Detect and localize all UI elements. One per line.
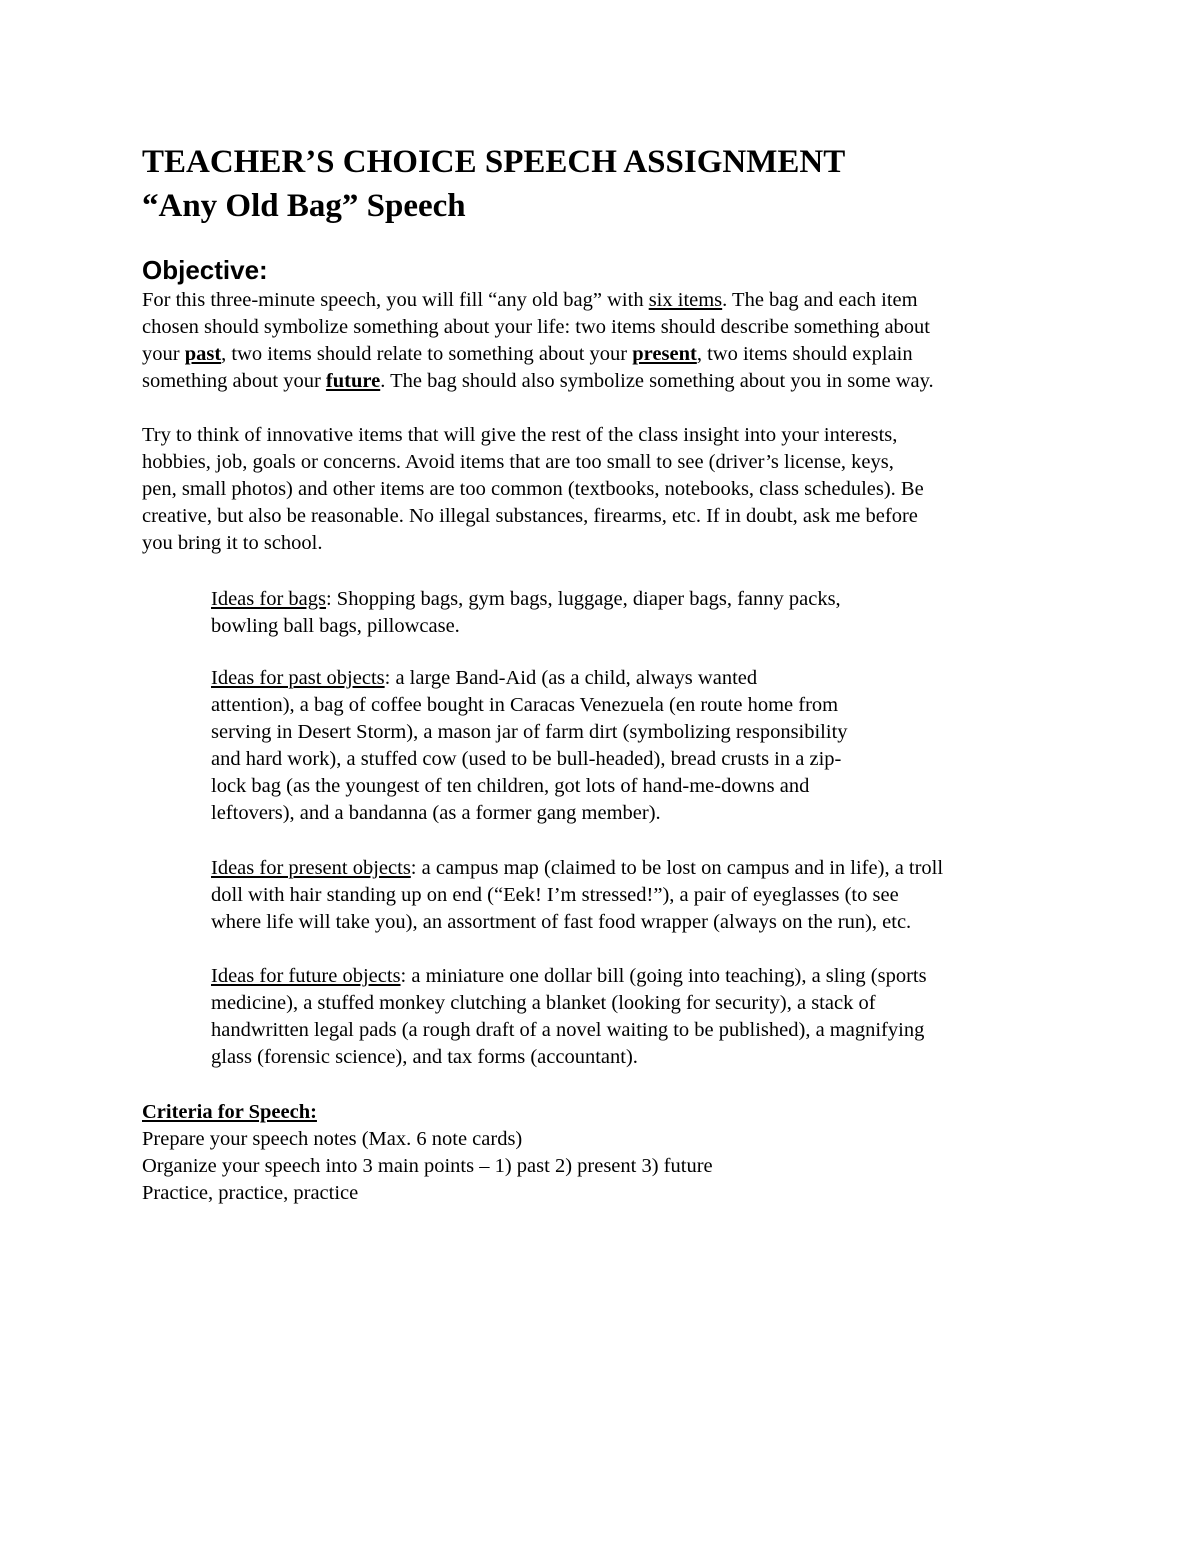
text-run: , two items should explain (696, 343, 913, 365)
ideas-past-line-4: and hard work), a stuffed cow (used to be bull-headed), bread crusts in a zip- (211, 748, 842, 770)
innovative-line-2: hobbies, job, goals or concerns. Avoid items that are too small to see (driver’s license, keys, (142, 451, 894, 473)
innovative-line-3: pen, small photos) and other items are too common (textbooks, notebooks, class schedules). Be (142, 478, 924, 500)
text-run: : a miniature one dollar bill (going into teaching), a sling (sports (400, 965, 927, 987)
ideas-for-future-objects (211, 963, 1111, 1071)
objective-line-4 (142, 368, 1102, 395)
criteria-item: Organize your speech into 3 main points – 1) past 2) present 3) future (142, 1155, 713, 1177)
ideas-present-line-3: where life will take you), an assortment of fast food wrapper (always on the run), etc. (211, 911, 912, 933)
text-run: For this three-minute speech, you will fill “any old bag” with (142, 289, 649, 311)
ideas-bags-label: Ideas for bags (211, 588, 326, 610)
text-run: something about your (142, 370, 326, 392)
ideas-future-label: Ideas for future objects (211, 965, 401, 987)
criteria-item: Prepare your speech notes (Max. 6 note cards) (142, 1128, 523, 1150)
text-run: . The bag should also symbolize something about you in some way. (380, 370, 934, 392)
ideas-bags-line-2: bowling ball bags, pillowcase. (211, 615, 460, 637)
ideas-present-line-2: doll with hair standing up on end (“Eek! I’m stressed!”), a pair of eyeglasses (to see (211, 884, 899, 906)
text-run: your (142, 343, 185, 365)
innovative-paragraph (142, 422, 1102, 557)
ideas-past-line-2: attention), a bag of coffee bought in Caracas Venezuela (en route home from (211, 694, 839, 716)
six-items-emphasis: six items (648, 289, 723, 311)
ideas-future-line-4: glass (forensic science), and tax forms (accountant). (211, 1046, 638, 1068)
innovative-line-5: you bring it to school. (142, 532, 323, 554)
ideas-past-line-6: leftovers), and a bandanna (as a former gang member). (211, 802, 661, 824)
objective-line-2: chosen should symbolize something about your life: two items should describe something about (142, 316, 930, 338)
ideas-for-past-objects (211, 665, 1111, 827)
innovative-line-1: Try to think of innovative items that will give the rest of the class insight into your interests, (142, 424, 898, 446)
ideas-past-line-5: lock bag (as the youngest of ten children, got lots of hand-me-downs and (211, 775, 810, 797)
ideas-present-label: Ideas for present objects (211, 857, 411, 879)
ideas-past-label: Ideas for past objects (211, 667, 385, 689)
criteria-heading: Criteria for Speech: (142, 1101, 317, 1123)
ideas-future-line-3: handwritten legal pads (a rough draft of a novel waiting to be published), a magnifying (211, 1019, 925, 1041)
objective-paragraph (142, 287, 1102, 395)
objective-line-1 (142, 287, 1102, 314)
text-run: . The bag and each item (722, 289, 918, 311)
text-run: : a campus map (claimed to be lost on campus and in life), a troll (410, 857, 944, 879)
ideas-bags-line-1 (211, 586, 1111, 613)
text-run: , two items should relate to something about your (221, 343, 633, 365)
title-line-2: “Any Old Bag” Speech (142, 188, 466, 224)
innovative-line-4: creative, but also be reasonable. No illegal substances, firearms, etc. If in doubt, ask me before (142, 505, 918, 527)
ideas-for-bags (211, 586, 1111, 640)
ideas-for-present-objects (211, 855, 1111, 936)
present-emphasis: present (632, 343, 697, 365)
document-title (142, 140, 1102, 228)
objective-heading: Objective: (142, 255, 268, 285)
text-run: : a large Band-Aid (as a child, always wanted (384, 667, 758, 689)
ideas-future-line-2: medicine), a stuffed monkey clutching a blanket (looking for security), a stack of (211, 992, 876, 1014)
ideas-past-line-1 (211, 665, 1111, 692)
title-line-1: TEACHER’S CHOICE SPEECH ASSIGNMENT (142, 144, 846, 180)
ideas-present-line-1 (211, 855, 1111, 882)
future-emphasis: future (325, 370, 381, 392)
criteria-list (142, 1126, 713, 1207)
text-run: : Shopping bags, gym bags, luggage, diaper bags, fanny packs, (325, 588, 841, 610)
objective-line-3 (142, 341, 1102, 368)
past-emphasis: past (184, 343, 222, 365)
ideas-future-line-1 (211, 963, 1111, 990)
criteria-item: Practice, practice, practice (142, 1182, 359, 1204)
ideas-past-line-3: serving in Desert Storm), a mason jar of farm dirt (symbolizing responsibility (211, 721, 848, 743)
